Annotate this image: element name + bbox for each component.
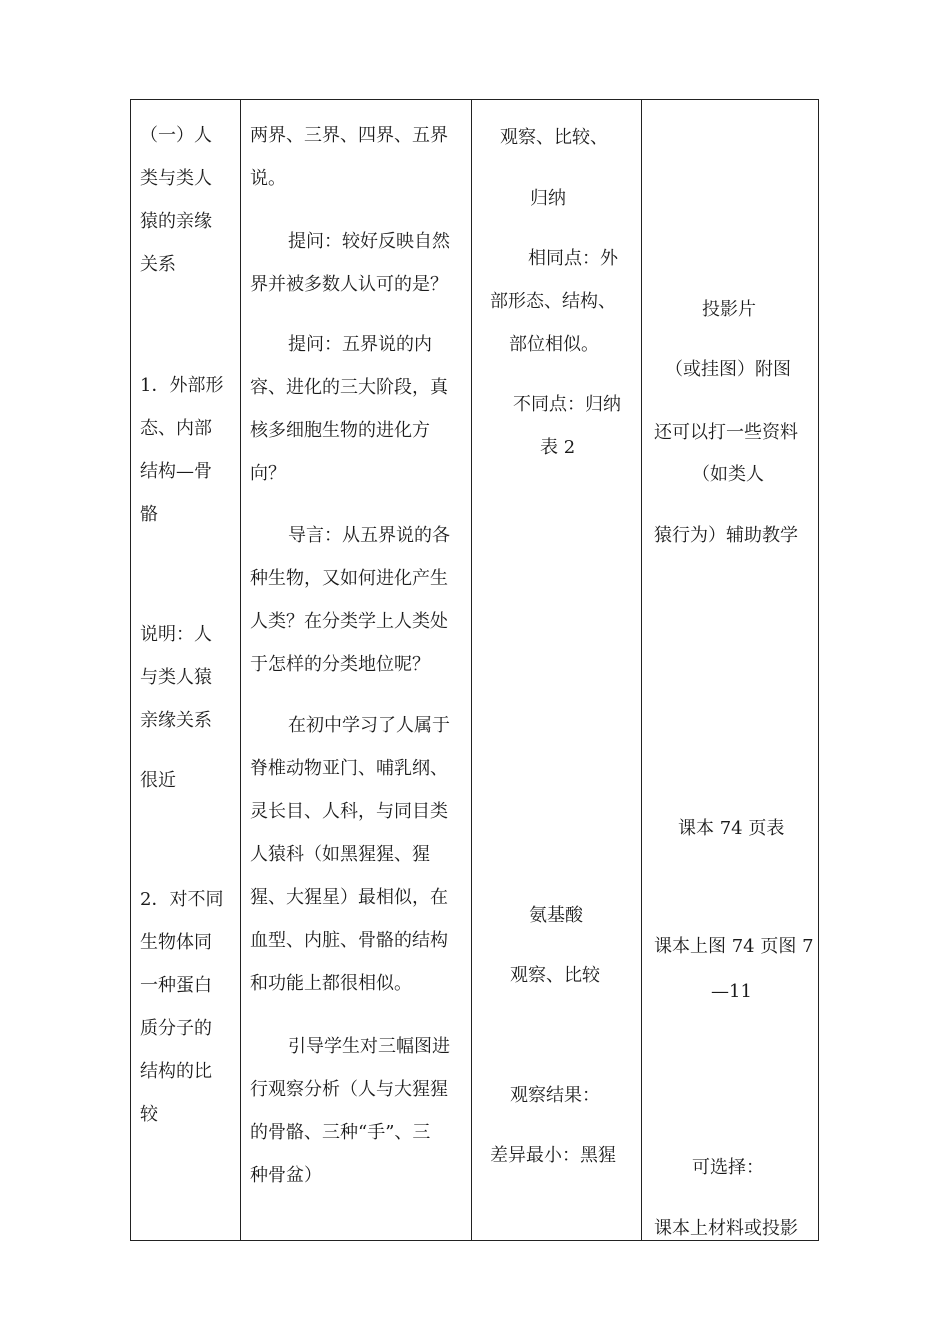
activity-text: 观察、比较	[510, 965, 600, 986]
activity-text: 观察、比较、	[500, 127, 608, 148]
aid-text: 课本上材料或投影	[654, 1218, 798, 1239]
result-text: 差异最小：黑猩	[490, 1145, 616, 1166]
note: 说明：人 与类人猿 亲缘关系	[140, 624, 212, 731]
aid-text: （如类人	[692, 464, 764, 485]
aid-text: 猿行为）辅助教学	[654, 525, 798, 546]
lesson-plan-table	[130, 99, 819, 1241]
intro-paragraph: 导言：从五界说的各 种生物，又如何进化产生 人类？在分类学上人类处 于怎样的分类地位呢？	[250, 525, 450, 675]
paragraph: 在初中学习了人属于 脊椎动物亚门、哺乳纲、 灵长目、人科，与同目类 人猿科（如黑猩猩、猩 猩、大猩星）最相似，在 血型、内脏、骨骼的结构 和功能上都很相似。	[250, 715, 450, 994]
result-text: 观察结果：	[510, 1085, 600, 1106]
question-paragraph: 提问：五界说的内 容、进化的三大阶段，真 核多细胞生物的进化方 向？	[250, 334, 448, 484]
aid-text: 还可以打一些资料	[654, 422, 798, 443]
aid-text: （或挂图）附图	[665, 359, 791, 380]
content-column	[131, 100, 240, 1240]
note-end: 很近	[140, 770, 176, 791]
similarity-text: 相同点：外 部形态、结构、 部位相似。	[490, 248, 618, 355]
guidance-paragraph: 引导学生对三幅图进 行观察分析（人与大猩猩 的骨骼、三种“手”、三 种骨盆）	[250, 1036, 450, 1186]
section-title: （一）人 类与类人 猿的亲缘 关系	[140, 125, 212, 275]
paragraph: 两界、三界、四界、五界 说。	[250, 125, 448, 189]
aid-text: 课本 74 页表	[678, 818, 785, 839]
question-paragraph: 提问：较好反映自然 界并被多数人认可的是？	[250, 231, 450, 295]
point-two: 2．对不同 生物体同 一种蛋白 质分子的 结构的比 较	[140, 889, 224, 1125]
teaching-aids-column	[642, 100, 819, 1240]
teacher-activity-column	[241, 100, 471, 1240]
aid-text: —11	[711, 981, 752, 1002]
point-one: 1．外部形 态、内部 结构—骨 骼	[140, 375, 224, 525]
student-activity-column	[472, 100, 641, 1240]
activity-text: 归纳	[530, 188, 566, 209]
difference-text: 不同点：归纳 表 2	[513, 394, 621, 458]
aid-text: 投影片	[702, 299, 756, 320]
aid-text: 可选择：	[692, 1157, 764, 1178]
activity-text: 氨基酸	[529, 905, 583, 926]
aid-text: 课本上图 74 页图 7	[654, 936, 814, 957]
